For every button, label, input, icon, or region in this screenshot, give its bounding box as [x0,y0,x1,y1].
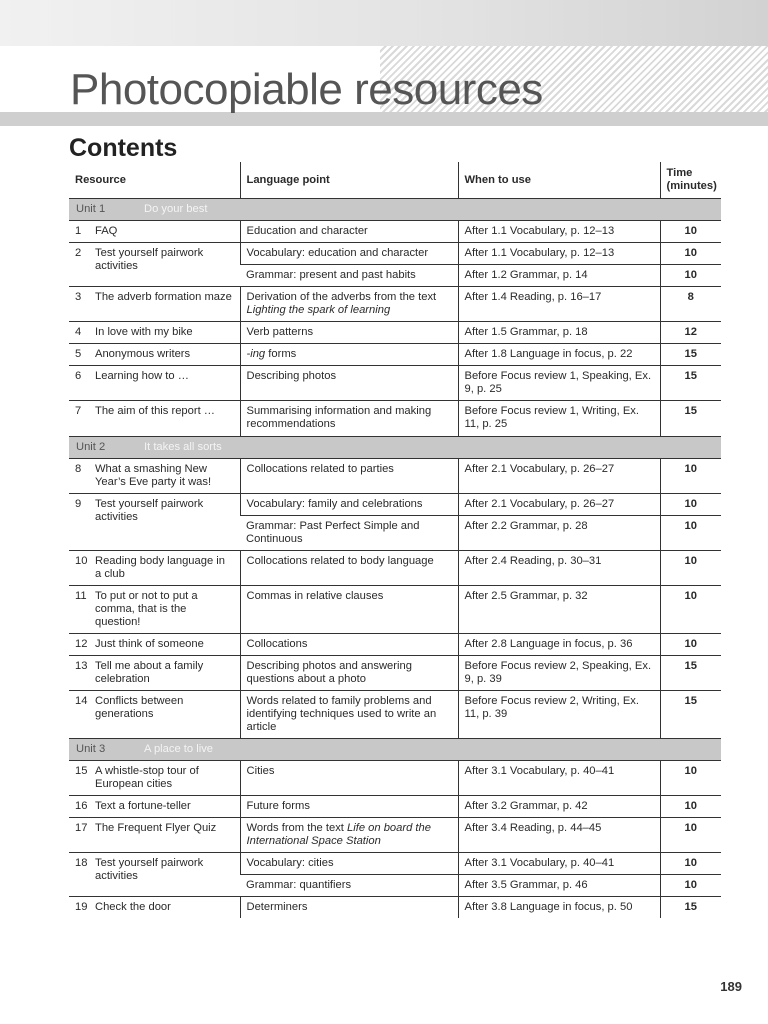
time-minutes: 15 [660,344,721,366]
resource-number: 12 [75,638,88,650]
when-to-use: After 1.1 Vocabulary, p. 12–13 [458,221,660,243]
header-time-line1: Time [666,167,693,179]
table-row [69,287,721,322]
table-row [69,401,721,437]
language-point: Vocabulary: cities [240,853,458,875]
contents-heading: Contents [69,134,178,162]
resource-title: The Frequent Flyer Quiz [95,822,217,834]
when-to-use: After 3.4 Reading, p. 44–45 [458,818,660,853]
resource-title: Check the door [95,901,171,913]
header-time [660,162,721,199]
resource-number: 6 [75,370,82,382]
resource-title: Test yourself pairwork activities [95,857,204,882]
resource-number: 3 [75,291,82,303]
time-minutes: 12 [660,322,721,344]
time-minutes: 10 [660,516,721,551]
time-minutes: 10 [660,265,721,287]
language-point [240,344,458,366]
when-to-use: Before Focus review 2, Writing, Ex. 11, p. 39 [458,691,660,739]
language-point: Collocations related to body language [240,551,458,586]
table-row [69,818,721,853]
language-point-text: forms [265,348,297,360]
resource-number: 19 [75,901,88,913]
resource-number: 1 [75,225,82,237]
header-when-to-use: When to use [458,162,660,199]
unit-name: A place to live [144,743,214,755]
resource-title: The aim of this report … [95,405,215,417]
page-number: 189 [720,979,742,994]
time-minutes: 8 [660,287,721,322]
when-to-use: After 1.5 Grammar, p. 18 [458,322,660,344]
table-row [69,796,721,818]
when-to-use: Before Focus review 1, Speaking, Ex. 9, p. 25 [458,366,660,401]
resource-title: What a smashing New Year’s Eve party it was! [95,463,212,488]
time-minutes: 10 [660,243,721,265]
resource-title: In love with my bike [95,326,193,338]
time-minutes: 15 [660,897,721,919]
language-point: Vocabulary: family and celebrations [240,494,458,516]
resource-number: 8 [75,463,82,475]
when-to-use: After 2.4 Reading, p. 30–31 [458,551,660,586]
unit-row [69,739,721,761]
language-point: Verb patterns [240,322,458,344]
unit-name: Do your best [144,203,208,215]
table-row [69,494,721,516]
table-row [69,691,721,739]
resource-title: FAQ [95,225,118,237]
when-to-use: After 1.8 Language in focus, p. 22 [458,344,660,366]
resource-title: Learning how to … [95,370,189,382]
resource-number: 14 [75,695,88,707]
language-point: Grammar: Past Perfect Simple and Continuous [240,516,458,551]
header-time-line2: (minutes) [666,180,717,192]
resource-number: 2 [75,247,82,259]
resource-number: 11 [75,590,87,602]
when-to-use: After 3.8 Language in focus, p. 50 [458,897,660,919]
time-minutes: 10 [660,586,721,634]
resource-title: Just think of someone [95,638,204,650]
language-point [240,287,458,322]
resource-number: 17 [75,822,88,834]
time-minutes: 15 [660,656,721,691]
when-to-use: After 2.1 Vocabulary, p. 26–27 [458,459,660,494]
language-point: Cities [240,761,458,796]
resource-title: Tell me about a family celebration [95,660,204,685]
header-resource: Resource [69,162,240,199]
table-row [69,322,721,344]
resource-title: To put or not to put a comma, that is the question! [95,590,198,628]
time-minutes: 10 [660,796,721,818]
table-row [69,853,721,875]
language-point: Collocations [240,634,458,656]
language-point-italic: Life on board the International Space Station [246,822,431,847]
resource-title: Anonymous writers [95,348,191,360]
table-row [69,656,721,691]
language-point: Words related to family problems and identifying techniques used to write an article [240,691,458,739]
when-to-use: After 2.8 Language in focus, p. 36 [458,634,660,656]
when-to-use: After 3.5 Grammar, p. 46 [458,875,660,897]
resource-title: Test yourself pairwork activities [95,498,204,523]
language-point-text: Words from the text [246,822,344,834]
resource-number: 4 [75,326,82,338]
table-row [69,897,721,919]
language-point: Determiners [240,897,458,919]
language-point: Grammar: present and past habits [240,265,458,287]
language-point: Describing photos [240,366,458,401]
table-row [69,551,721,586]
time-minutes: 10 [660,494,721,516]
table-row [69,634,721,656]
language-point-text: Derivation of the adverbs from the text [246,291,437,303]
table-row [69,586,721,634]
time-minutes: 10 [660,551,721,586]
unit-label: Unit 2 [76,441,106,453]
resource-number: 18 [75,857,88,869]
time-minutes: 10 [660,875,721,897]
time-minutes: 15 [660,366,721,401]
resource-title: Text a fortune-teller [95,800,191,812]
language-point: Grammar: quantifiers [240,875,458,897]
page-title: Photocopiable resources [70,65,543,114]
table-row [69,243,721,265]
unit-row [69,199,721,221]
resource-title: Reading body language in a club [95,555,226,580]
language-point: Commas in relative clauses [240,586,458,634]
language-point-italic: -ing [246,348,266,360]
time-minutes: 15 [660,401,721,437]
time-minutes: 10 [660,221,721,243]
when-to-use: After 1.2 Grammar, p. 14 [458,265,660,287]
time-minutes: 10 [660,761,721,796]
language-point: Describing photos and answering questions about a photo [240,656,458,691]
language-point: Summarising information and making recommendations [240,401,458,437]
banner-top-band [0,0,768,46]
time-minutes: 15 [660,691,721,739]
resource-number: 16 [75,800,88,812]
unit-label: Unit 1 [76,203,106,215]
resource-number: 13 [75,660,88,672]
table-row [69,221,721,243]
when-to-use: After 2.5 Grammar, p. 32 [458,586,660,634]
resource-title: Test yourself pairwork activities [95,247,204,272]
unit-label: Unit 3 [76,743,106,755]
when-to-use: After 3.1 Vocabulary, p. 40–41 [458,761,660,796]
time-minutes: 10 [660,634,721,656]
when-to-use: After 1.1 Vocabulary, p. 12–13 [458,243,660,265]
when-to-use: Before Focus review 1, Writing, Ex. 11, p. 25 [458,401,660,437]
language-point: Vocabulary: education and character [240,243,458,265]
unit-row [69,437,721,459]
header-language-point: Language point [240,162,458,199]
resource-number: 7 [75,405,82,417]
table-row [69,366,721,401]
resource-title: The adverb formation maze [95,291,232,303]
language-point: Education and character [240,221,458,243]
resource-title: A whistle-stop tour of European cities [95,765,199,790]
time-minutes: 10 [660,459,721,494]
resource-title: Conflicts between generations [95,695,184,720]
contents-table [69,162,721,918]
resource-number: 10 [75,555,88,567]
language-point [240,818,458,853]
language-point-italic: Lighting the spark of learning [246,304,391,316]
language-point: Collocations related to parties [240,459,458,494]
table-header-row [69,162,721,199]
when-to-use: Before Focus review 2, Speaking, Ex. 9, p. 39 [458,656,660,691]
resource-number: 15 [75,765,88,777]
when-to-use: After 2.2 Grammar, p. 28 [458,516,660,551]
when-to-use: After 3.1 Vocabulary, p. 40–41 [458,853,660,875]
time-minutes: 10 [660,818,721,853]
time-minutes: 10 [660,853,721,875]
resource-number: 5 [75,348,82,360]
table-row [69,459,721,494]
table-row [69,344,721,366]
when-to-use: After 1.4 Reading, p. 16–17 [458,287,660,322]
unit-name: It takes all sorts [144,441,222,453]
when-to-use: After 3.2 Grammar, p. 42 [458,796,660,818]
language-point: Future forms [240,796,458,818]
resource-number: 9 [75,498,82,510]
table-row [69,761,721,796]
when-to-use: After 2.1 Vocabulary, p. 26–27 [458,494,660,516]
